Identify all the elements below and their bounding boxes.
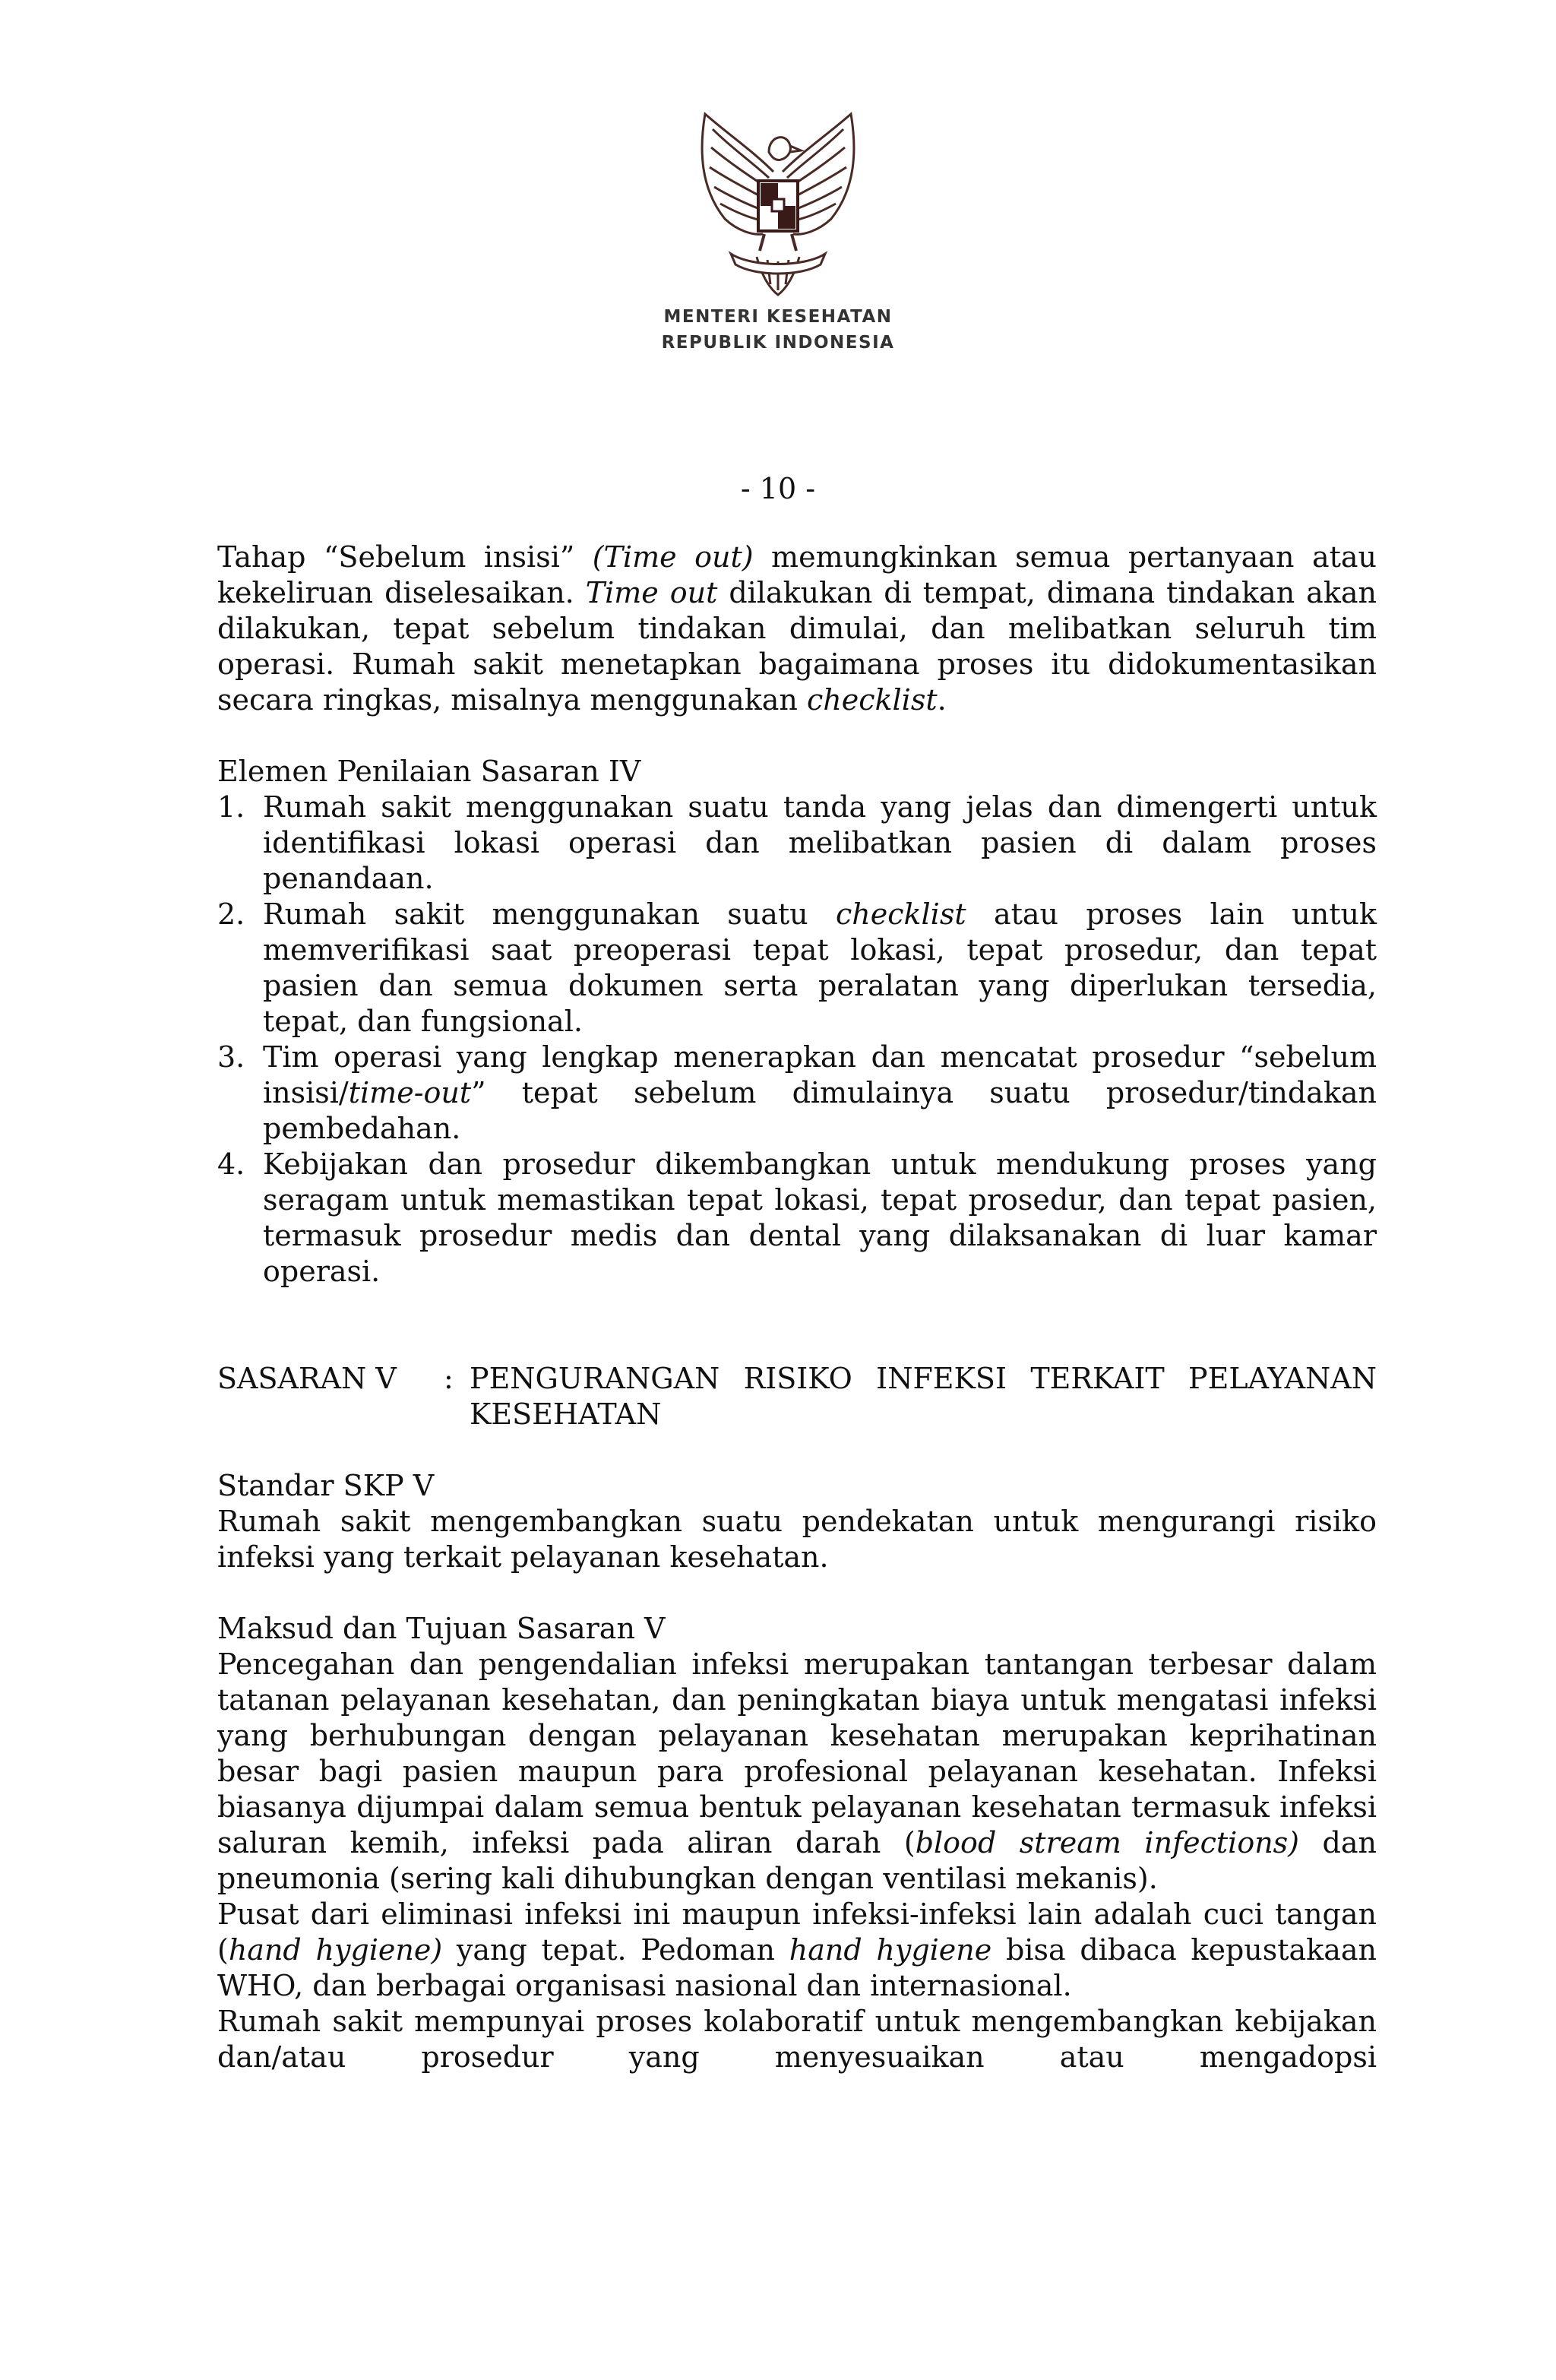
italic-term: blood stream infections)	[915, 1826, 1300, 1859]
text-run: yang tepat. Pedoman	[442, 1933, 789, 1967]
italic-term: checklist	[806, 683, 938, 717]
list-item	[217, 790, 1377, 897]
list-number: 3.	[217, 1040, 245, 1074]
document-body	[217, 540, 1377, 2075]
ministry-subtitle: REPUBLIK INDONESIA	[661, 333, 895, 353]
list-number: 4.	[217, 1147, 245, 1181]
list-item	[217, 897, 1377, 1040]
italic-term: time-out	[348, 1076, 472, 1109]
sasaran-title-cont: KESEHATAN	[470, 1397, 662, 1431]
text-run: Rumah sakit menggunakan suatu tanda yang jelas dan dimengerti untuk identifikasi lokasi operasi dan melibatkan pasien di dalam proses penandaan.	[263, 790, 1377, 895]
sasaran-colon: :	[444, 1362, 454, 1395]
sasaran-title: PENGURANGAN RISIKO INFEKSI TERKAIT PELAYANAN	[470, 1362, 1377, 1395]
italic-term: hand hygiene	[789, 1933, 992, 1967]
italic-term: Time out	[585, 576, 718, 609]
text-run: Tahap “Sebelum insisi”	[217, 540, 593, 574]
list-number: 1.	[217, 790, 245, 824]
text-run: Rumah sakit menggunakan suatu	[263, 897, 836, 931]
text-run: Kebijakan dan prosedur dikembangkan untuk mendukung proses yang seragam untuk memastikan tepat lokasi, tepat prosedur, dan tepat pasien, termasuk prosedur medis dan dental yang dilaksanakan di luar kamar operasi.	[263, 1147, 1377, 1288]
standar-paragraph: Rumah sakit mengembangkan suatu pendekatan untuk mengurangi risiko infeksi yang terkait pelayanan kesehatan.	[217, 1505, 1377, 1574]
sasaran-heading	[217, 1361, 1377, 1397]
maksud-paragraph-2	[217, 1897, 1377, 2004]
text-run: atau proses lain untuk memverifikasi saat preoperasi tepat lokasi, tepat prosedur, dan tepat pasien dan semua dokumen serta peralatan yang diperlukan tersedia, tepat, dan fungsional.	[263, 897, 1377, 1038]
text-run: dilakukan di tempat, dimana tindakan akan dilakukan, tepat sebelum tindakan dimulai, dan melibatkan seluruh tim operasi. Rumah sakit menetapkan bagaimana proses itu didokumentasikan secara ringkas, misalnya menggunakan	[217, 576, 1377, 717]
maksud-heading: Maksud dan Tujuan Sasaran V	[217, 1612, 666, 1645]
text-run: memungkinkan semua pertanyaan atau kekeliruan diselesaikan.	[217, 540, 1377, 609]
standar-heading: Standar SKP V	[217, 1469, 435, 1502]
italic-term: hand hygiene)	[228, 1933, 443, 1967]
text-run: Tim operasi yang lengkap menerapkan dan mencatat prosedur “sebelum insisi/	[263, 1040, 1377, 1109]
text-run: bisa dibaca kepustakaan WHO, dan berbagai organisasi nasional dan internasional.	[217, 1933, 1377, 2002]
text-run: ” tepat sebelum dimulainya suatu prosedur/tindakan pembedahan.	[263, 1076, 1377, 1145]
italic-term: (Time out)	[592, 540, 754, 574]
ministry-title: MENTERI KESEHATAN	[663, 307, 893, 327]
maksud-paragraph-1	[217, 1647, 1377, 1897]
elemen-list	[217, 790, 1377, 1290]
list-item	[217, 1147, 1377, 1290]
text-run: Pencegahan dan pengendalian infeksi merupakan tantangan terbesar dalam tatanan pelayanan kesehatan, dan peningkatan biaya untuk mengatasi infeksi yang berhubungan dengan pelayanan kesehatan merupakan keprihatinan besar bagi pasien maupun para profesional pelayanan kesehatan. Infeksi biasanya dijumpai dalam semua bentuk pelayanan kesehatan termasuk infeksi saluran kemih, infeksi pada aliran darah (	[217, 1647, 1377, 1859]
sasaran-label: SASARAN V	[217, 1362, 397, 1395]
garuda-emblem-icon	[684, 105, 872, 302]
list-item	[217, 1040, 1377, 1147]
italic-term: checklist	[835, 897, 966, 931]
page-number: - 10 -	[740, 472, 816, 505]
elemen-heading: Elemen Penilaian Sasaran IV	[217, 755, 641, 788]
intro-paragraph	[217, 540, 1377, 718]
maksud-paragraph-3: Rumah sakit mempunyai proses kolaboratif untuk mengembangkan kebijakan dan/atau prosedur yang menyesuaikan atau mengadopsi	[217, 2005, 1377, 2074]
text-run: .	[937, 683, 947, 717]
text-run: dan pneumonia (sering kali dihubungkan dengan ventilasi mekanis).	[217, 1826, 1377, 1895]
list-number: 2.	[217, 897, 245, 931]
text-run: Pusat dari eliminasi infeksi ini maupun infeksi-infeksi lain adalah cuci tangan (	[217, 1897, 1377, 1967]
